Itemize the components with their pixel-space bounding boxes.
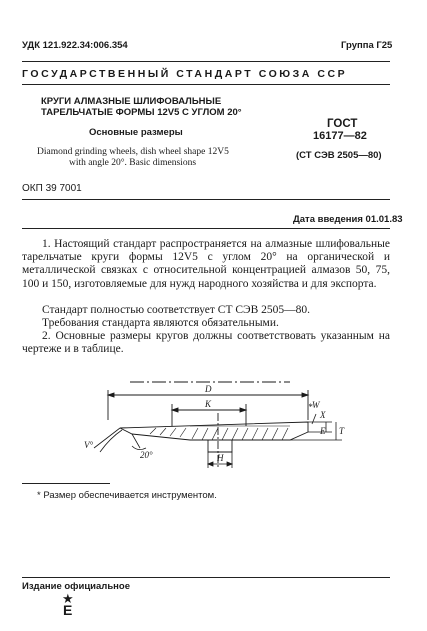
subtitle-russian: Основные размеры: [89, 127, 183, 138]
header-rule-top: [22, 61, 390, 62]
dimension-h-label: H: [217, 453, 224, 463]
group-code: Группа Г25: [341, 40, 393, 51]
english-title-line-2: with angle 20°. Basic dimensions: [69, 158, 197, 168]
edition-rule: [22, 577, 390, 578]
dimension-w-label: W: [312, 400, 320, 410]
footnote-mark: *: [308, 402, 313, 412]
paragraph-mandatory: Требования стандарта являются обязательными.: [42, 317, 279, 329]
star-icon: ★: [62, 591, 74, 606]
wheel-drawing: [80, 368, 350, 483]
state-standard-heading: ГОСУДАРСТВЕННЫЙ СТАНДАРТ СОЮЗА ССР: [22, 68, 348, 80]
paragraph-conformity: Стандарт полностью соответствует СТ СЭВ 2505—80.: [42, 304, 311, 316]
header-rule-bottom: [22, 84, 390, 85]
dimension-d-label: D: [205, 384, 212, 394]
introduction-date: Дата введения 01.01.83: [293, 214, 403, 225]
dimension-k-label: K: [205, 399, 212, 409]
footnote-rule: [22, 483, 110, 484]
title-line-1: КРУГИ АЛМАЗНЫЕ ШЛИФОВАЛЬНЫЕ: [41, 96, 222, 107]
dimension-x-label: X: [320, 410, 326, 420]
title-line-2: ТАРЕЛЬЧАТЫЕ ФОРМЫ 12V5 С УГЛОМ 20°: [41, 107, 242, 118]
okp-rule: [22, 199, 390, 200]
english-title-line-1: Diamond grinding wheels, dish wheel shape 12V5: [37, 147, 229, 157]
gost-label: ГОСТ: [327, 118, 358, 130]
paragraph-dimensions: 2. Основные размеры кругов должны соответствовать указанным на чертеже и в таблице.: [22, 330, 390, 356]
official-edition-label: Издание официальное: [22, 581, 130, 592]
paragraph-scope: 1. Настоящий стандарт распространяется на алмазные шлифовальные тарельчатые круги формы 12V5 с углом 20° на органической и металлической связках с относительной концентрацией алмазов 50, 75, 100 и 150, изготовляемые для нужд народного хозяйства и для экспорта.: [22, 238, 390, 290]
footnote-text: * Размер обеспечивается инструментом.: [37, 490, 217, 501]
dimension-t-label: T: [339, 426, 345, 436]
udk-code: УДК 121.922.34:006.354: [22, 40, 128, 51]
angle-20-label: 20°: [140, 450, 153, 460]
angle-v-label: V°: [84, 440, 94, 450]
sev-reference: (СТ СЭВ 2505—80): [296, 150, 382, 161]
okp-code: ОКП 39 7001: [22, 183, 82, 194]
intro-date-rule: [22, 228, 390, 229]
edition-letter: Е: [63, 602, 73, 618]
dimension-e-label: E: [320, 426, 326, 436]
gost-number: 16177—82: [313, 130, 367, 142]
